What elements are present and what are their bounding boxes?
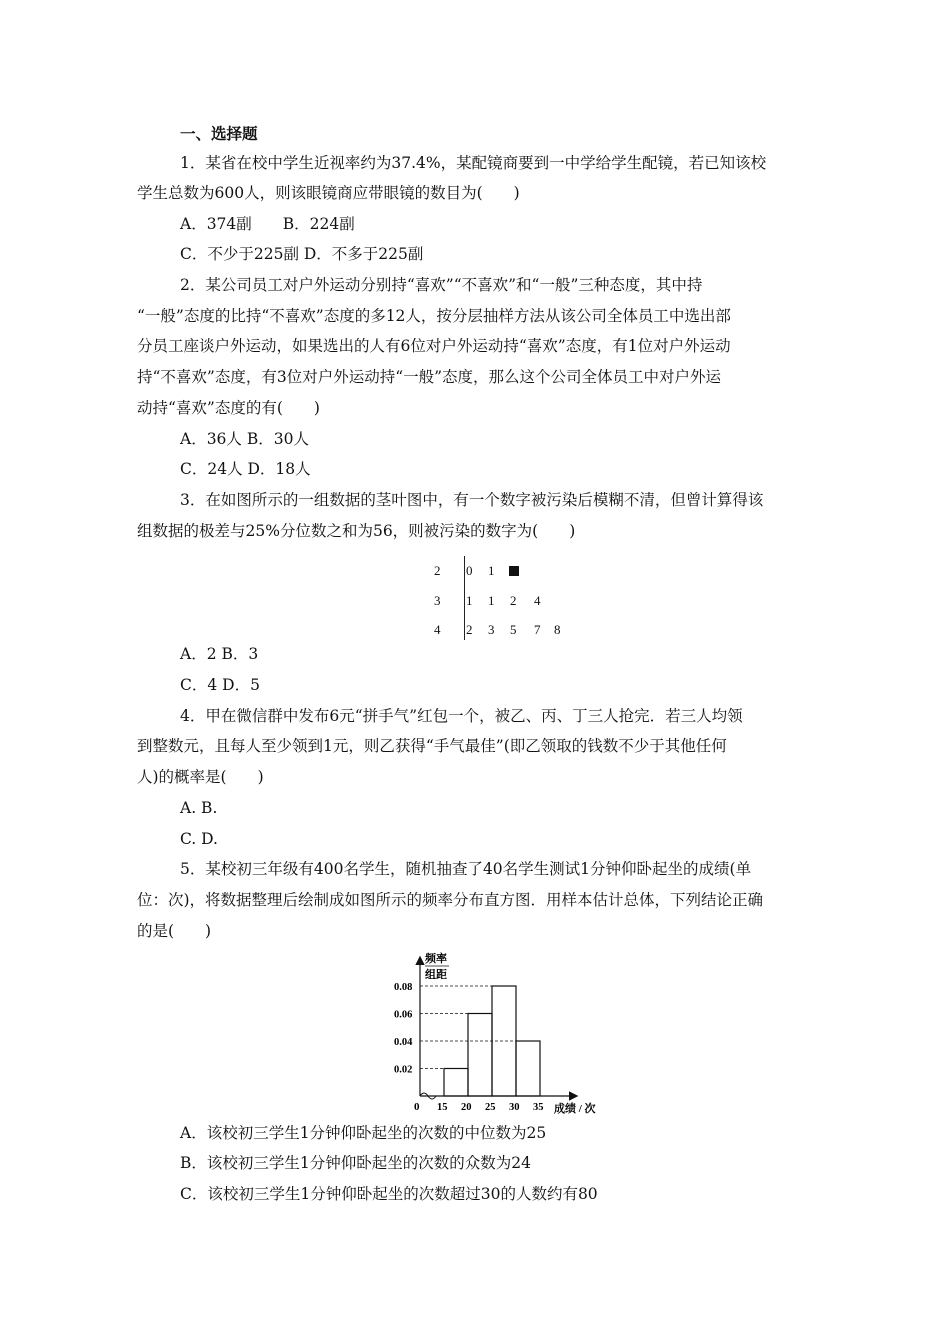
leaf-value: 3 bbox=[488, 622, 495, 637]
q5-line1: 5．某校初三年级有400名学生，随机抽查了40名学生测试1分钟仰卧起坐的成绩(单 bbox=[180, 860, 752, 878]
leaf-value: 2 bbox=[466, 622, 473, 637]
leaf-value: 2 bbox=[510, 593, 517, 608]
leaf-value: 8 bbox=[554, 622, 561, 637]
q2-line3: 分员工座谈户外运动，如果选出的人有6位对户外运动持“喜欢”态度，有1位对户外运动 bbox=[137, 337, 731, 355]
leaf-value: 4 bbox=[534, 593, 541, 608]
section-title: 一、选择题 bbox=[180, 124, 258, 143]
stem-value: 2 bbox=[434, 563, 441, 578]
stem-value: 3 bbox=[434, 593, 441, 608]
q3-options-cd: C．4 D．5 bbox=[180, 676, 260, 694]
smudged-digit bbox=[509, 566, 519, 576]
frequency-histogram bbox=[380, 952, 620, 1120]
x-tick-label: 25 bbox=[485, 1102, 496, 1113]
x-origin-label: 0 bbox=[414, 1101, 420, 1113]
q4-line1: 4．甲在微信群中发布6元“拼手气”红包一个，被乙、丙、丁三人抢完．若三人均领 bbox=[180, 707, 743, 725]
y-label-top: 频率 bbox=[425, 953, 447, 965]
x-tick-label: 35 bbox=[533, 1102, 544, 1113]
y-tick-label: 0.04 bbox=[394, 1037, 413, 1048]
stem-value: 4 bbox=[434, 622, 441, 637]
leaf-value: 7 bbox=[534, 622, 541, 637]
histogram-svg bbox=[380, 952, 620, 1120]
leaf-value: 1 bbox=[466, 593, 473, 608]
q1-line2: 学生总数为600人，则该眼镜商应带眼镜的数目为( ) bbox=[137, 184, 520, 202]
y-tick-label: 0.08 bbox=[394, 982, 413, 993]
x-tick-label: 30 bbox=[509, 1102, 520, 1113]
q2-options-ab: A．36人 B．30人 bbox=[180, 430, 309, 448]
stem-leaf-divider bbox=[464, 556, 465, 640]
q5-option-a: A．该校初三学生1分钟仰卧起坐的次数的中位数为25 bbox=[180, 1124, 547, 1142]
q2-line2: “一般”态度的比持“不喜欢”态度的多12人，按分层抽样方法从该公司全体员工中选出部 bbox=[137, 307, 731, 325]
q1-options-cd: C．不少于225副 D．不多于225副 bbox=[180, 245, 424, 263]
q1-line1: 1．某省在校中学生近视率约为37.4%，某配镜商要到一中学给学生配镜，若已知该校 bbox=[180, 154, 767, 172]
y-tick-label: 0.02 bbox=[394, 1064, 413, 1076]
q4-options-cd: C. D. bbox=[180, 830, 218, 848]
y-tick-label: 0.06 bbox=[394, 1009, 413, 1021]
x-axis-label: 成绩 / 次 bbox=[554, 1103, 596, 1115]
q2-options-cd: C．24人 D．18人 bbox=[180, 460, 311, 478]
stem-leaf-plot bbox=[420, 552, 590, 644]
q2-line4: 持“不喜欢”态度，有3位对户外运动持“一般”态度，那么这个公司全体员工中对户外运 bbox=[137, 368, 722, 386]
q4-line3: 人)的概率是( ) bbox=[137, 768, 264, 786]
histogram-bar bbox=[516, 1041, 540, 1096]
q3-options-ab: A．2 B．3 bbox=[180, 645, 259, 663]
leaf-value: 1 bbox=[488, 593, 495, 608]
q5-option-c: C．该校初三学生1分钟仰卧起坐的次数超过30的人数约有80 bbox=[180, 1185, 598, 1203]
q5-option-b: B．该校初三学生1分钟仰卧起坐的次数的众数为24 bbox=[180, 1154, 531, 1172]
q5-line3: 的是( ) bbox=[137, 922, 212, 940]
x-tick-label: 20 bbox=[461, 1102, 472, 1113]
q3-line1: 3．在如图所示的一组数据的茎叶图中，有一个数字被污染后模糊不清，但曾计算得该 bbox=[180, 491, 764, 509]
x-tick-label: 15 bbox=[437, 1102, 448, 1113]
histogram-bar bbox=[468, 1014, 492, 1097]
leaf-value: 1 bbox=[488, 563, 495, 578]
q2-line5: 动持“喜欢”态度的有( ) bbox=[137, 399, 320, 417]
q1-options-ab: A．374副 B．224副 bbox=[180, 215, 355, 233]
q3-line2: 组数据的极差与25%分位数之和为56，则被污染的数字为( ) bbox=[137, 522, 576, 540]
y-label-bottom: 组距 bbox=[425, 969, 447, 981]
q5-line2: 位：次)，将数据整理后绘制成如图所示的频率分布直方图．用样本估计总体，下列结论正确 bbox=[137, 891, 764, 909]
histogram-bar bbox=[444, 1069, 468, 1097]
q4-line2: 到整数元，且每人至少领到1元，则乙获得“手气最佳”(即乙领取的钱数不少于其他任何 bbox=[137, 737, 727, 755]
q4-options-ab: A. B. bbox=[180, 799, 218, 817]
leaf-value: 0 bbox=[466, 563, 473, 578]
q2-line1: 2．某公司员工对户外运动分别持“喜欢”“不喜欢”和“一般”三种态度，其中持 bbox=[180, 276, 703, 294]
leaf-value: 5 bbox=[510, 622, 517, 637]
